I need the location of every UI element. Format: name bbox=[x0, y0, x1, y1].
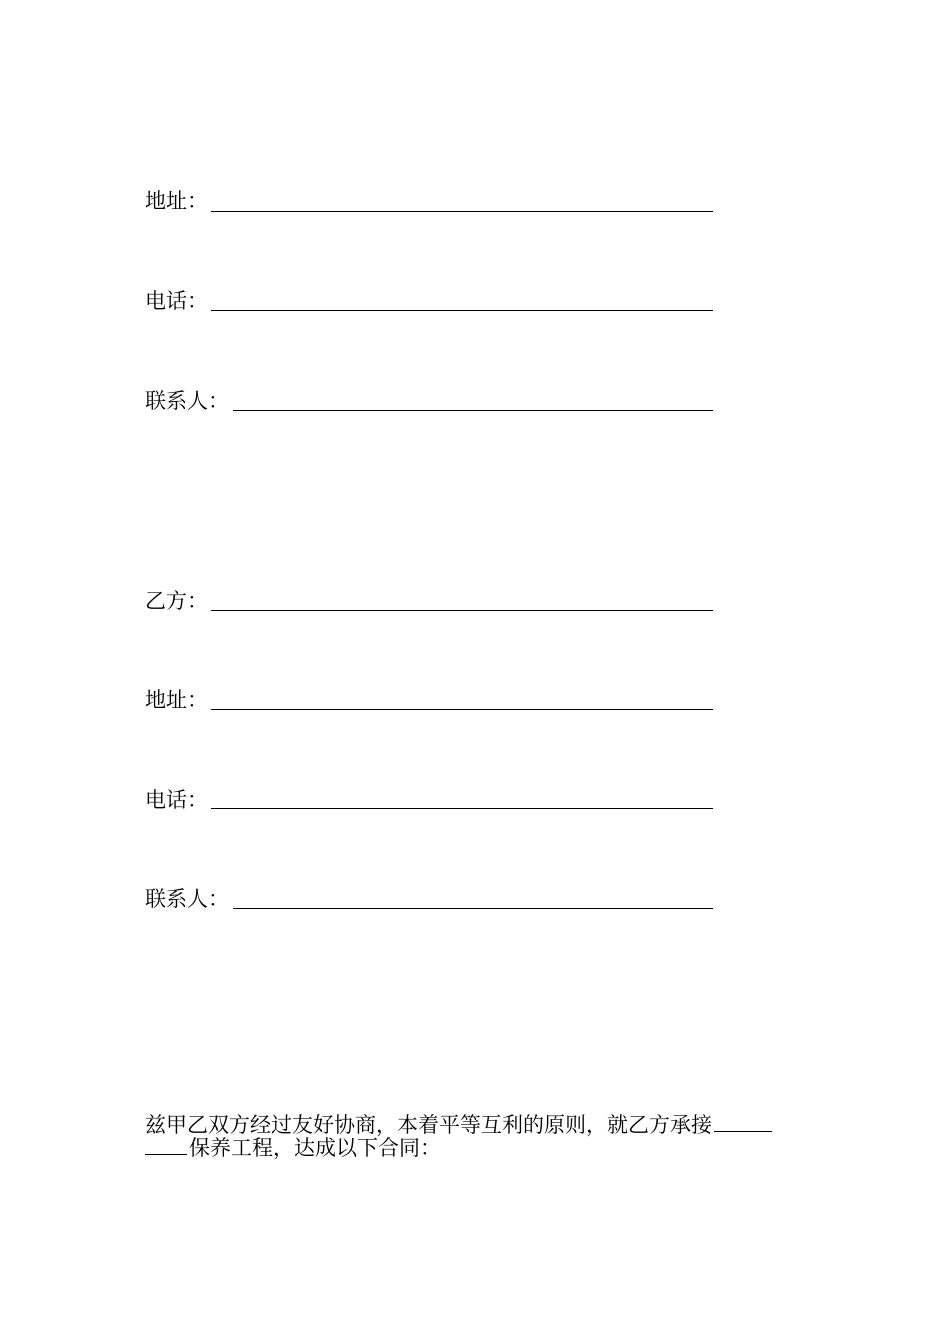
party-a-contact-row bbox=[145, 386, 229, 416]
party-a-contact-field[interactable] bbox=[233, 410, 713, 411]
preamble-line-2 bbox=[145, 1133, 441, 1163]
party-a-address-field[interactable] bbox=[211, 211, 713, 212]
party-a-contact-label: 联系人： bbox=[145, 389, 229, 413]
party-b-address-row bbox=[145, 685, 208, 715]
project-name-blank-end[interactable] bbox=[145, 1133, 187, 1155]
party-a-address-row bbox=[145, 186, 208, 216]
party-b-contact-row bbox=[145, 884, 229, 914]
party-b-name-row bbox=[145, 586, 208, 616]
party-b-address-label: 地址： bbox=[145, 688, 208, 712]
project-name-blank-start[interactable] bbox=[714, 1110, 772, 1132]
party-a-phone-label: 电话： bbox=[145, 289, 208, 313]
party-b-phone-label: 电话： bbox=[145, 788, 208, 812]
party-b-name-label: 乙方： bbox=[145, 589, 208, 613]
party-b-address-field[interactable] bbox=[211, 709, 713, 710]
party-a-address-label: 地址： bbox=[145, 189, 208, 213]
preamble-text-2: 保养工程，达成以下合同： bbox=[189, 1136, 441, 1160]
preamble-text-1: 兹甲乙双方经过友好协商，本着平等互利的原则，就乙方承接 bbox=[145, 1113, 712, 1137]
party-b-contact-label: 联系人： bbox=[145, 887, 229, 911]
party-b-name-field[interactable] bbox=[211, 610, 713, 611]
party-a-phone-row bbox=[145, 286, 208, 316]
party-b-phone-row bbox=[145, 785, 208, 815]
party-b-contact-field[interactable] bbox=[233, 908, 713, 909]
party-a-phone-field[interactable] bbox=[211, 310, 713, 311]
party-b-phone-field[interactable] bbox=[211, 808, 713, 809]
